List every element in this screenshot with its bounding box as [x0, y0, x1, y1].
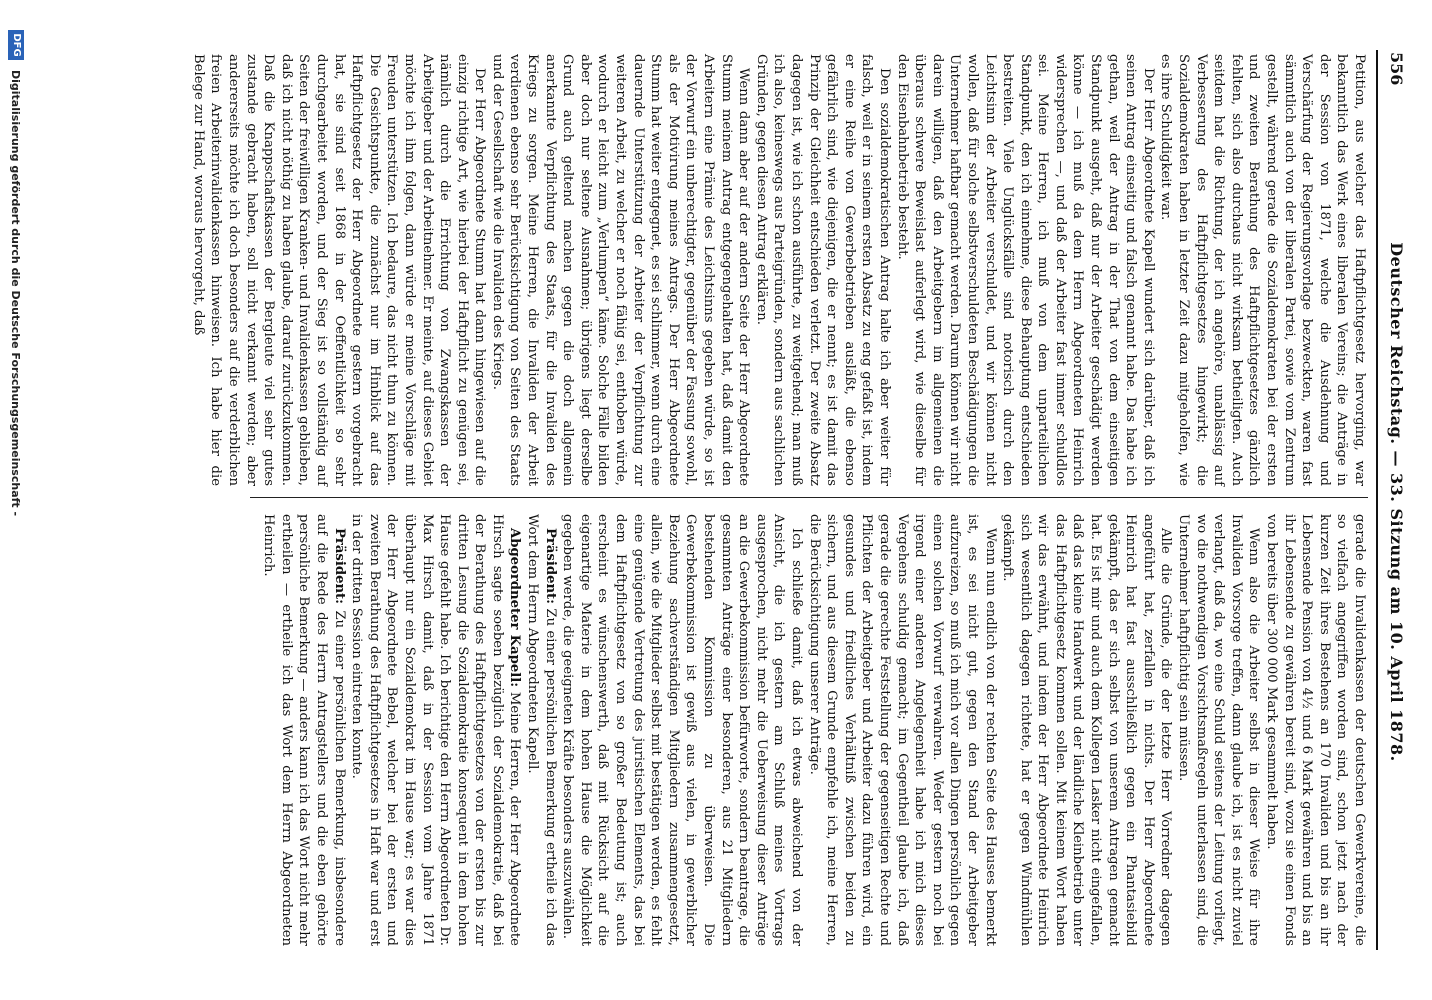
- paragraph: Alle die Gründe, die der letzte Herr Vorredner dagegen angeführt hat, zerfallen in nichts. Der Herr Abgeordnete Heinrich hat fast ausschließlich gegen ein Phantasiebild gekämpft, das er sich selbst von unserem Antragen gemacht hat. Es ist mir und auch dem Kollegen Lasker nicht eingefallen, daß das kleine Handwerk und der ländliche Kleinbetrieb unter das Haftpflichtgesetz kommen sollen. Mit keinem Wort haben wir das erwähnt, und indem der Herr Abgeordnete Heinrich sich wesentlich dagegen richtete, hat er gegen Windmühlen gekämpft.: [1000, 514, 1174, 946]
- column-divider: [250, 497, 1368, 498]
- paragraph: gerade die Invalidenkassen der deutschen Gewerkvereine, die so vielfach angegriffen worden sind, schon jetzt nach der kurzen Zeit ihres Bestehens an 170 Invaliden und bis an ihr Lebensende Pension von 4½ und 6 Mark gewähren und bis an ihr Lebensende zu gewähren bereit sind, wozu sie einen Fonds von bereits über 300 000 Mark gesammelt haben.: [1264, 514, 1367, 946]
- paragraph: Wenn dann aber auf der andern Seite der Herr Abgeordnete Stumm meinem Antrag entgegengehalten hat, daß damit den Arbeitern eine Prämie des Leichtsinns gegeben würde, so ist der Vorwurf ein unberechtigter, gegenüber der Fassung sowohl, als der Motivirung meines Antrags. Der Herr Abgeordnete Stumm hat weiter entgegnet, es sei schlimmer, wenn durch eine dauernde Unterstützung der Arbeiter der Verpflichtung zur weiteren Arbeit, zu welcher er noch fähig sei, enthoben würde, wodurch er leicht zum „Verlumpen“ käme. Solche Fälle bilden aber doch nur seltene Ausnahmen; übrigens liegt derselbe Grund auch geltend machen gegen die doch allgemein anerkannte Verpflichtung des Staats, für die Invaliden des Kriegs zu sorgen. Meine Herren, die Invaliden der Arbeit verdienen ebenso sehr Berücksichtigung von Seiten des Staats und der Gesellschaft wie die Invaliden des Kriegs.: [489, 54, 752, 486]
- header-rule: [1376, 50, 1378, 950]
- speech-paragraph: [260, 514, 348, 946]
- speech-text: Zu einer persönlichen Bemerkung ertheile ich das Wort dem Herrn Abgeordneten Kapell.: [525, 514, 558, 946]
- page-number: 556: [1387, 52, 1406, 86]
- right-column: [248, 514, 1368, 946]
- speech-paragraph: [524, 514, 559, 946]
- paragraph: Petition, aus welcher das Haftpflichtgesetz hervorging, war bekanntlich das Werk eines liberalen Vereins; die Anträge in der Session von 1871, welche die Ausdehnung und Verschärfung der Regierungsvorlage bezweckten, waren fast sämmtlich auch von der liberalen Partei, sowie vom Zentrum gestellt, während gerade die Sozialdemokraten bei der ersten und zweiten Berathung des Haftpflichtgesetzes gänzlich fehlten, sich also durchaus nicht wirksam betheiligten. Auch seitdem hat die Richtung, der ich angehöre, unablässig auf Verbesserung des Haftpflichtgesetzes hingewirkt; die Sozialdemokraten haben in letzter Zeit dazu mitgeholfen, wie es ihre Schuldigkeit war.: [1158, 54, 1367, 486]
- digitization-stamp: [6, 30, 24, 990]
- paragraph: Der Herr Abgeordnete Stumm hat dann hingewiesen auf die einzig richtige Art, wie hierbei der Haftpflicht zu genügen sei, nämlich durch die Errichtung von Zwangskassen der Arbeitgeber und der Arbeitnehmer. Er meinte, auf dieses Gebiet möchte ich ihm folgen, dann würde er meine Vorschläge mit Freuden unterstützen. Ich bedaure, das nicht thun zu können. Die Gesichtspunkte, die zunächst nur im Hinblick auf das Haftpflichtgesetz der Herr Abgeordnete gestern vorgebracht hat, sie sind seit 1868 in der Oeffentlichkeit so sehr durchgearbeitet worden, und der Sieg ist so vollständig auf Seiten der freiwilligen Kranken- und Invalidenkassen geblieben, daß ich nicht nöthig zu haben glaube, darauf zurückzukommen. Daß die Knappschaftskassen der Bergleute viel sehr gutes zustande gebracht haben, soll nicht verkannt werden; aber andererseits möchte ich doch besonders auf die verderblichen freien Arbeiterinvalidenkassen hinweisen. Ich habe hier die Belege zur Hand, woraus hervorgeht, daß: [190, 54, 488, 486]
- paragraph: Wenn also die Arbeiter selbst in dieser Weise für ihre Invaliden Vorsorge treffen, dann glaube ich, ist es nicht zuviel verlangt, daß da, wo eine Schuld seitens der Leitung vorliegt, wo die nothwendigen Vorsichtsmaßregeln unterlassen sind, die Unternehmer haftpflichtig sein müssen.: [1176, 514, 1262, 946]
- left-column: [190, 54, 1368, 486]
- paragraph: Den sozialdemokratischen Antrag halte ich aber weiter für falsch, weil er in seinem ersten Absatz zu eng gefaßt ist, indem er eine Reihe von Gewerbebetrieben ausläßt, die ebenso gefährlich sind, wie diejenigen, die er nennt; es ist damit das Prinzip der Gleichheit entschieden verletzt. Der zweite Absatz dagegen ist, wie ich schon ausführte, zu weitgehend; man muß ich also, keineswegs aus Parteigründen, sondern aus sachlichen Gründen, gegen diesen Antrag erklären.: [753, 54, 892, 486]
- page-header: [1380, 52, 1410, 952]
- speaker-label: Abgeordneter Kapell:: [507, 528, 523, 688]
- paragraph: Der Herr Abgeordnete Kapell wundert sich darüber, daß ich seinen Antrag einseitig und falsch genannt habe. Das habe ich gethan, weil der Antrag in der That von dem einseitigen Standpunkt ausgeht, daß nur der Arbeiter geschädigt werden könne — ich muß da dem Herrn Abgeordneten Heinrich widersprechen —, und daß der Arbeiter fast immer schuldlos sei. Meine Herren, ich muß von dem unparteilichen Standpunkt, den ich einnehme, diese Behauptung entschieden bestreiten. Viele Unglücksfälle sind notorisch durch den Leichtsinn der Arbeiter verschuldet, und wir können nicht wollen, daß für solche selbstverschuldeten Beschädigungen die Unternehmer haftbar gemacht werden. Darum können wir nicht darein willigen, daß den Arbeitgebern im allgemeinen die überaus schwere Beweislast auferlegt wird, wie dieselbe für den Eisenbahnbetrieb besteht.: [894, 54, 1156, 486]
- paragraph: Ich schließe damit, daß ich etwas abweichend von der Ansicht, die ich gestern am Schluß meines Vortrags ausgesprochen, nicht mehr die Ueberweisung dieser Anträge an die Gewerbekommission befürworte, sondern beantrage, die gesammten Anträge einer besonderen, aus 21 Mitgliedern bestehenden Kommission zu überweisen. Die Gewerbekommission ist gewiß aus vielen, in gewerblicher Beziehung sachverständigen Mitgliedern zusammengesetzt, allein, wie die Mitglieder selbst mit bestätigen werden, es fehlt eine genügende Vertretung des juristischen Elements, das bei dem Haftpflichtgesetz von so großer Bedeutung ist; auch erscheint es wünschenswerth, daß mit Rücksicht auf die eigenartige Materie in dem hohen Hause die Möglichkeit gegeben werde, die geeigneten Kräfte besonders auszuwählen.: [560, 514, 804, 946]
- speech-text: Meine Herren, der Herr Abgeordnete Hirsch sagte soeben bezüglich der Sozialdemokratie, daß bei der Berathung des Haftpflichtgesetzes von der ersten bis zur dritten Lesung die Sozialdemokratie konsequent in dem hohen Hause gefehlt habe. Ich berichtige den Herrn Abgeordneten Dr. Max Hirsch damit, daß in der Session vom Jahre 1871 überhaupt nur ein Sozialdemokrat im Hause war; es war dies der Herr Abgeordnete Bebel, welcher bei der ersten und zweiten Berathung des Haftpflichtgesetzes in Haft war und erst in der dritten Session eintreten konnte.: [349, 514, 523, 946]
- speaker-label: Präsident:: [542, 528, 558, 605]
- speaker-label: Präsident:: [331, 528, 347, 605]
- stamp-text: Digitalisierung gefördert durch die Deutsche Forschungsgemeinschaft -: [9, 70, 22, 517]
- speech-text: Zu einer persönlichen Bemerkung, insbesondere auf die Rede des Herrn Antragstellers und die eben gehörte persönliche Bemerkung — anders kann ich das Wort nicht mehr ertheilen — ertheile ich das Wort dem Herrn Abgeordneten Heinrich.: [261, 514, 347, 946]
- paragraph: Wenn nun endlich von der rechten Seite des Hauses bemerkt ist, es sei nicht gut, gegen den Stand der Arbeitgeber aufzureizen, so muß ich mich vor allen Dingen persönlich gegen einen solchen Vorwurf verwahren. Weder gestern noch bei irgend einer anderen Angelegenheit habe ich mich dieses Vergehens schuldig gemacht; im Gegentheil glaube ich, daß gerade die gerechte Feststellung der gegenseitigen Rechte und Pflichten der Arbeitgeber und Arbeiter dazu führen wird, ein gesundes und friedliches Verhältniß zwischen beiden zu sichern, und aus diesem Grunde empfehle ich, meine Herren, die Berücksichtigung unserer Anträge.: [806, 514, 998, 946]
- running-title: Deutscher Reichstag. — 33. Sitzung am 10. April 1878.: [1387, 242, 1406, 762]
- dfg-logo: DFG: [8, 30, 24, 60]
- speech-paragraph: [348, 514, 524, 946]
